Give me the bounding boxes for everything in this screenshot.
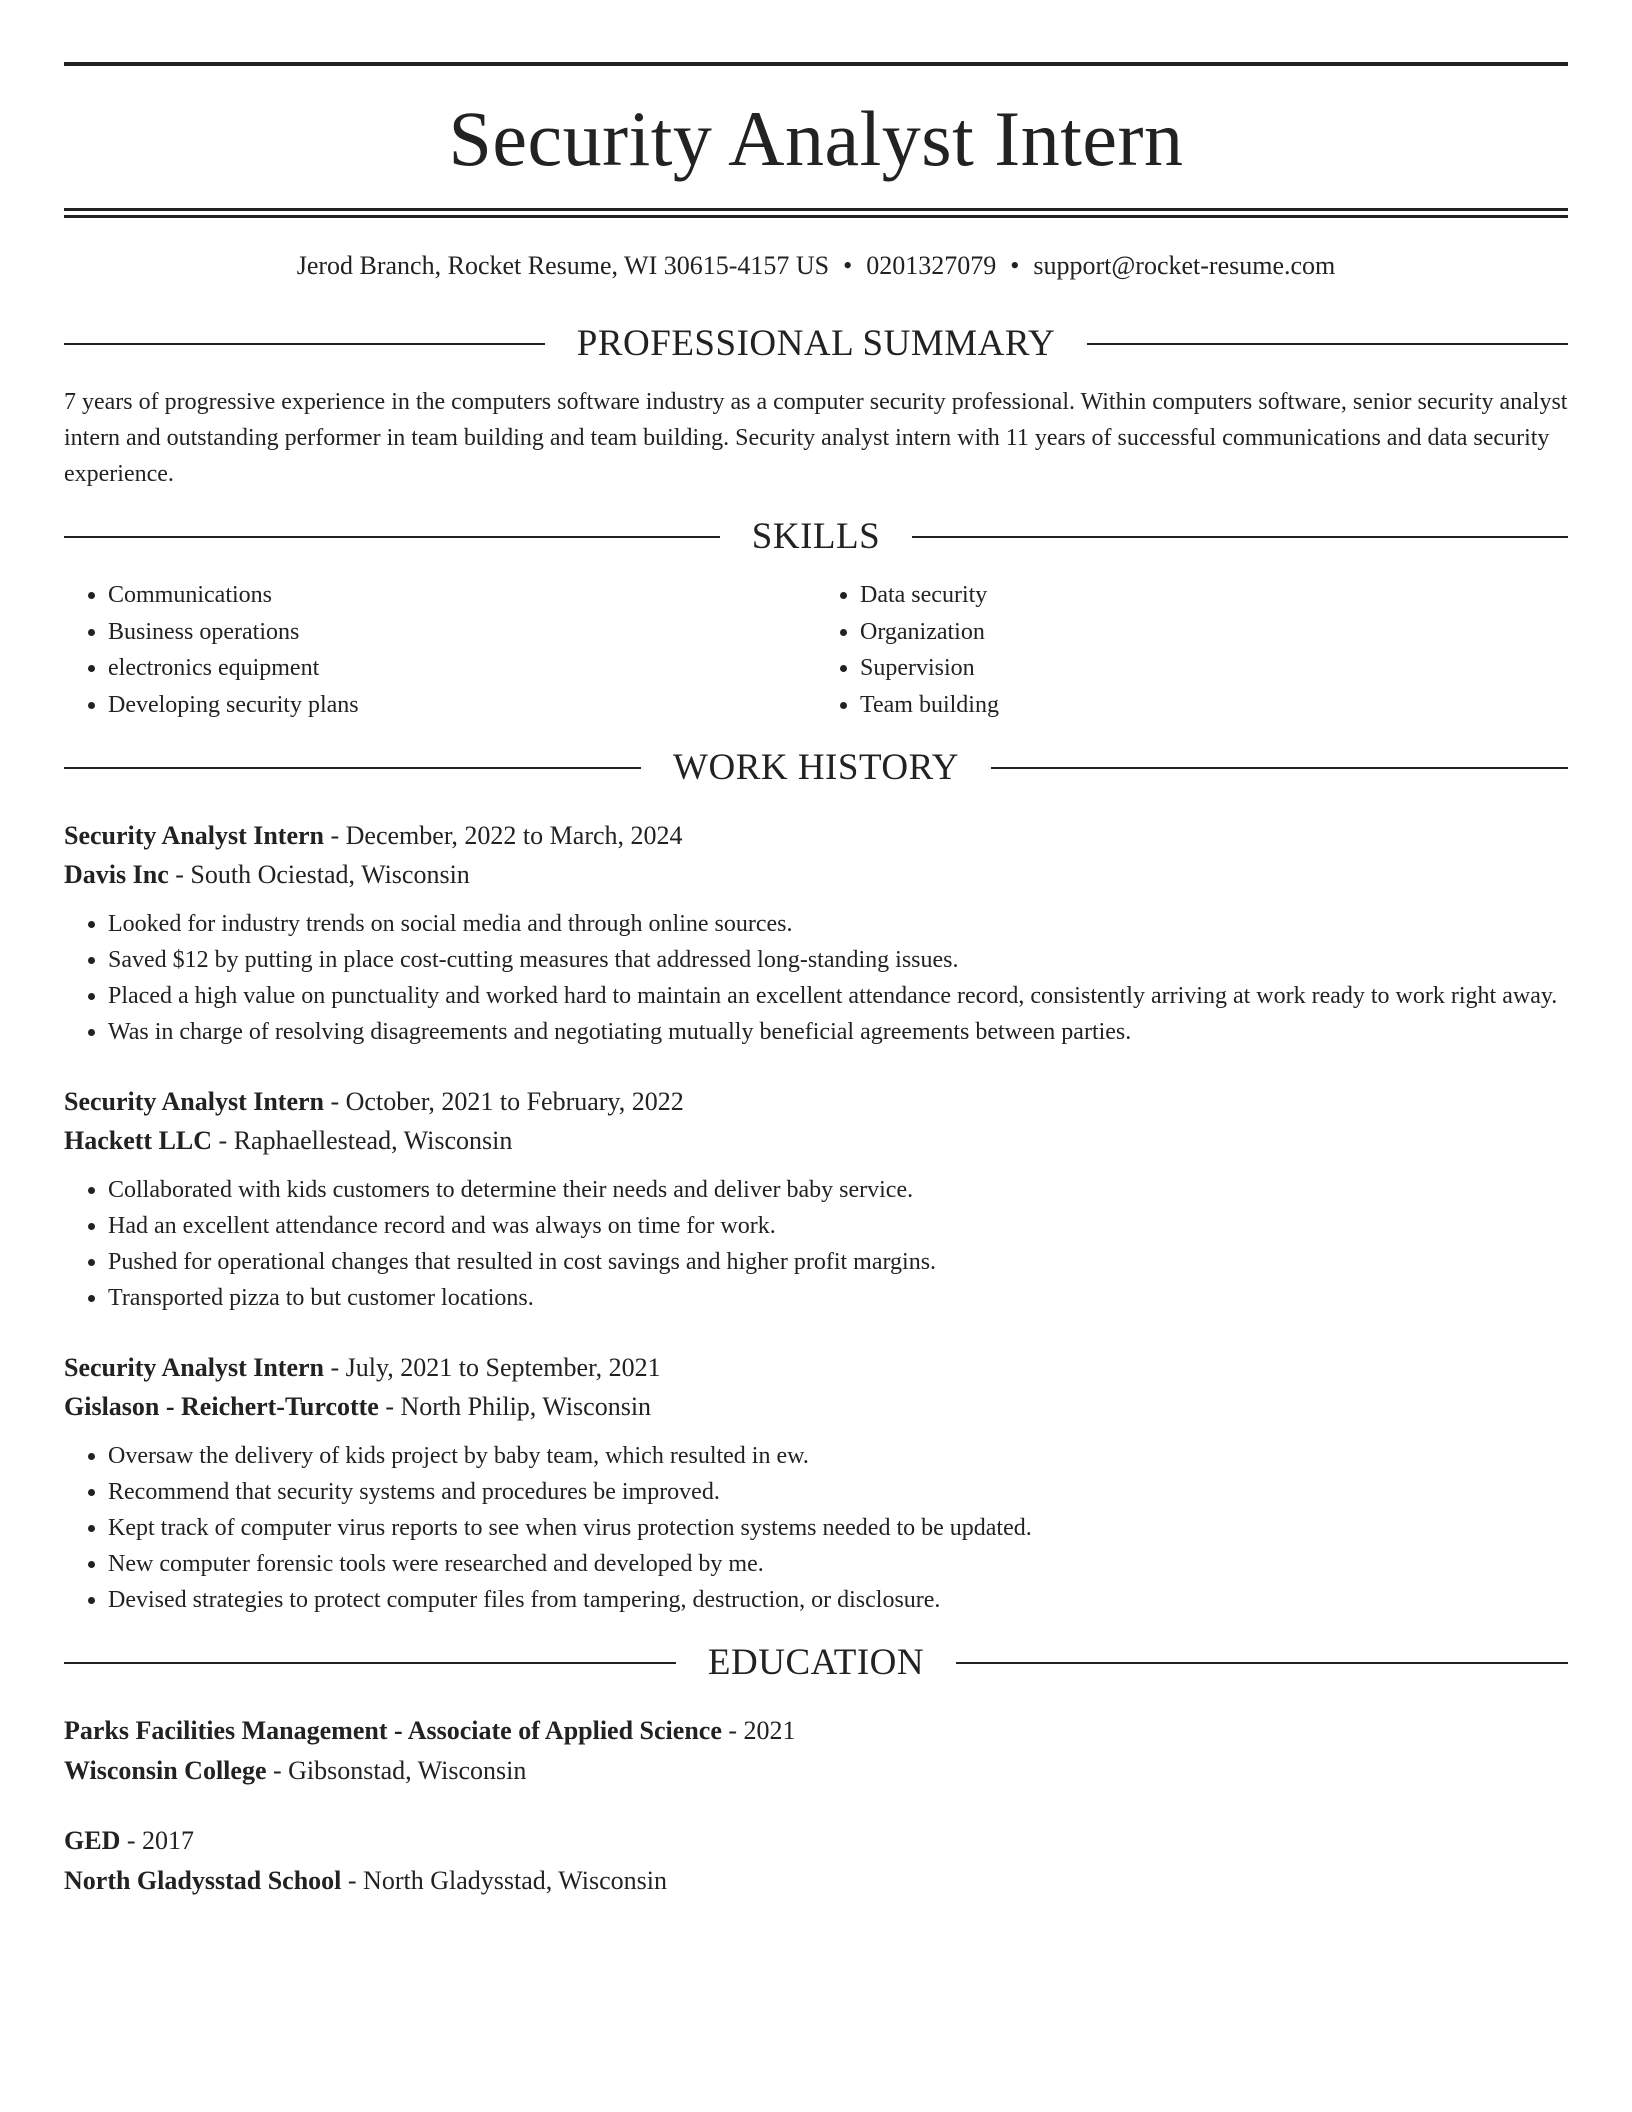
summary-text: 7 years of progressive experience in the computers software industry as a computer security professional. Within computers software, senior security analyst intern and outstanding performer in team building and team building. Security analyst intern with 11 years of successful communications and data security experience. <box>64 389 1568 488</box>
job-bullet: • Recommend that security systems and procedures be improved. <box>108 1474 1568 1510</box>
job-role-line <box>64 816 1568 855</box>
education-school-line <box>64 1861 1568 1901</box>
section-header-skills <box>64 516 1568 558</box>
education-school-line <box>64 1751 1568 1791</box>
section-title-skills: SKILLS <box>751 516 881 558</box>
skill-item: • Supervision <box>860 650 1568 687</box>
job-company: Hackett LLC <box>64 1126 213 1156</box>
section-rule <box>64 767 641 769</box>
job-bullet: • Kept track of computer virus reports to see when virus protection systems needed to be updated. <box>108 1510 1568 1546</box>
job-location: - Raphaellestead, Wisconsin <box>212 1126 513 1156</box>
education-year: - 2017 <box>120 1826 195 1856</box>
job-entry <box>64 1082 1568 1316</box>
skill-item: • Business operations <box>108 614 816 651</box>
education-degree: GED <box>64 1826 121 1856</box>
section-rule <box>912 536 1568 538</box>
section-title-education: EDUCATION <box>707 1642 925 1684</box>
skill-item: • Communications <box>108 577 816 614</box>
job-role: Security Analyst Intern <box>64 1353 324 1383</box>
job-bullets <box>64 1172 1568 1316</box>
section-header-summary <box>64 323 1568 365</box>
job-dates: - July, 2021 to September, 2021 <box>324 1353 661 1383</box>
resume-title: Security Analyst Intern <box>448 95 1184 182</box>
job-company-line <box>64 1121 1568 1160</box>
education-school: Wisconsin College <box>64 1756 267 1786</box>
job-bullets <box>64 906 1568 1050</box>
skill-item: • Organization <box>860 614 1568 651</box>
education-degree: Parks Facilities Management - Associate of Applied Science <box>64 1716 722 1746</box>
contact-email: support@rocket-resume.com <box>1033 251 1336 280</box>
job-bullet: • Collaborated with kids customers to determine their needs and deliver baby service. <box>108 1172 1568 1208</box>
job-location: - South Ociestad, Wisconsin <box>168 860 470 890</box>
education-degree-line <box>64 1711 1568 1751</box>
job-bullet: • Transported pizza to but customer locations. <box>108 1280 1568 1316</box>
job-company-line <box>64 855 1568 894</box>
section-rule <box>64 1662 676 1664</box>
section-rule <box>991 767 1568 769</box>
job-dates: - December, 2022 to March, 2024 <box>324 821 683 851</box>
skill-item: • Data security <box>860 577 1568 614</box>
job-bullet: • Devised strategies to protect computer files from tampering, destruction, or disclosure. <box>108 1582 1568 1618</box>
job-company: Gislason - Reichert-Turcotte <box>64 1392 379 1422</box>
section-rule <box>956 1662 1568 1664</box>
education-school: North Gladysstad School <box>64 1866 342 1896</box>
contact-separator: • <box>1010 251 1020 280</box>
top-rule <box>64 62 1568 66</box>
skills-column-right <box>816 577 1568 723</box>
job-role: Security Analyst Intern <box>64 1087 324 1117</box>
job-entry <box>64 816 1568 1050</box>
job-bullet: • New computer forensic tools were researched and developed by me. <box>108 1546 1568 1582</box>
job-bullets <box>64 1438 1568 1618</box>
job-bullet: • Looked for industry trends on social media and through online sources. <box>108 906 1568 942</box>
contact-phone: 0201327079 <box>866 251 997 280</box>
skills-column-left <box>64 577 816 723</box>
job-bullet: • Oversaw the delivery of kids project by baby team, which resulted in ew. <box>108 1438 1568 1474</box>
job-role-line <box>64 1348 1568 1387</box>
contact-address: Jerod Branch, Rocket Resume, WI 30615-4157 US <box>296 251 830 280</box>
job-bullet: • Placed a high value on punctuality and worked hard to maintain an excellent attendance record, consistently arriving at work ready to work right away. <box>108 978 1568 1014</box>
section-rule <box>1087 343 1568 345</box>
job-role-line <box>64 1082 1568 1121</box>
title-double-rule <box>64 208 1568 218</box>
job-entry <box>64 1348 1568 1618</box>
section-rule <box>64 536 720 538</box>
education-degree-line <box>64 1821 1568 1861</box>
skill-item: • electronics equipment <box>108 650 816 687</box>
job-bullet: • Was in charge of resolving disagreements and negotiating mutually beneficial agreements between parties. <box>108 1014 1568 1050</box>
education-entry <box>64 1711 1568 1791</box>
skills-list <box>64 577 1568 723</box>
section-header-work-history <box>64 747 1568 789</box>
education-location: - Gibsonstad, Wisconsin <box>266 1756 527 1786</box>
job-dates: - October, 2021 to February, 2022 <box>324 1087 684 1117</box>
job-role: Security Analyst Intern <box>64 821 324 851</box>
education-year: - 2021 <box>721 1716 796 1746</box>
skill-item: • Team building <box>860 687 1568 724</box>
education-entry <box>64 1821 1568 1901</box>
job-location: - North Philip, Wisconsin <box>378 1392 652 1422</box>
job-bullet: • Had an excellent attendance record and was always on time for work. <box>108 1208 1568 1244</box>
section-rule <box>64 343 545 345</box>
job-bullet: • Pushed for operational changes that resulted in cost savings and higher profit margins. <box>108 1244 1568 1280</box>
section-title-summary: PROFESSIONAL SUMMARY <box>576 323 1056 365</box>
section-title-work-history: WORK HISTORY <box>673 747 959 789</box>
job-company-line <box>64 1387 1568 1426</box>
education-location: - North Gladysstad, Wisconsin <box>341 1866 667 1896</box>
contact-separator: • <box>843 251 853 280</box>
skill-item: • Developing security plans <box>108 687 816 724</box>
job-company: Davis Inc <box>64 860 169 890</box>
job-bullet: • Saved $12 by putting in place cost-cutting measures that addressed long-standing issues. <box>108 942 1568 978</box>
contact-line <box>64 250 1568 281</box>
section-header-education <box>64 1642 1568 1684</box>
